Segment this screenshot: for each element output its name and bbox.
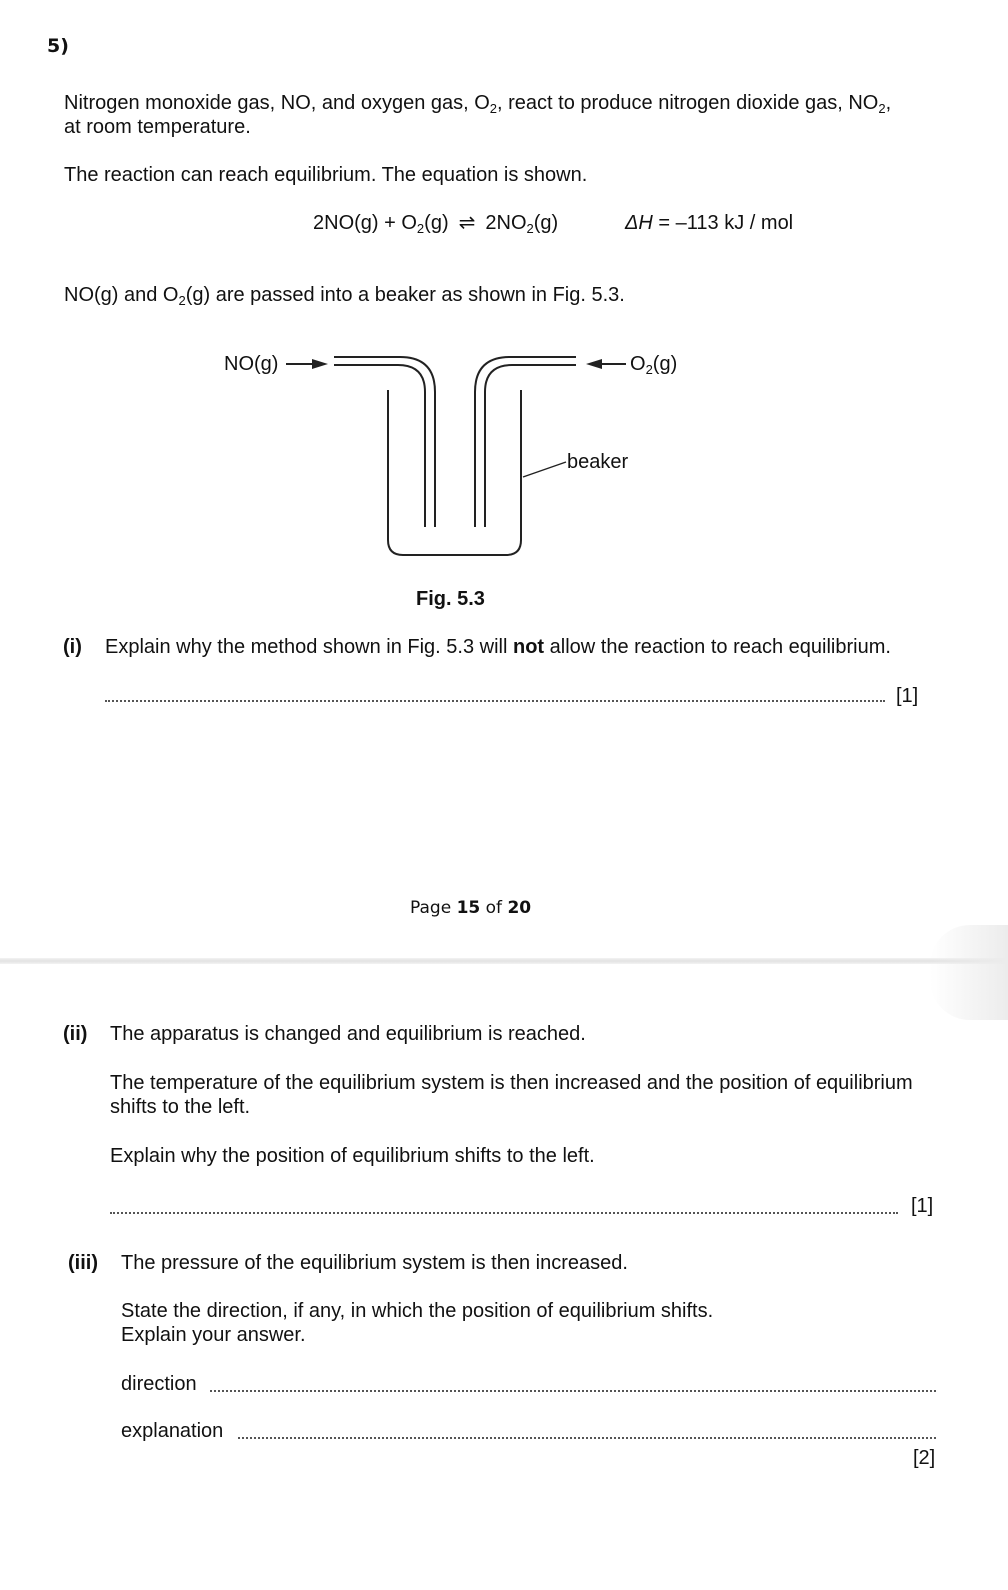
right-tube: [475, 357, 576, 527]
label-beaker: beaker: [567, 451, 629, 473]
intro-line-1: Nitrogen monoxide gas, NO, and oxygen gas, $O_2$, react to produce nitrogen dioxide gas, $NO_2$,: [64, 92, 892, 116]
part-i-question: Explain why the method shown in Fig. 5.3 will not allow the reaction to reach equilibrium.: [105, 636, 891, 658]
part-i-marks: [1]: [896, 685, 919, 707]
figure-caption: Fig. 5.3: [416, 588, 485, 610]
part-iii-marks: [2]: [913, 1447, 936, 1469]
beaker-outline: [388, 390, 521, 555]
label-no-gas: NO(g): [224, 353, 279, 375]
part-iii-line-1: The pressure of the equilibrium system is then increased.: [121, 1252, 628, 1274]
left-tube: [334, 357, 435, 527]
part-i-answer-line[interactable]: [105, 700, 885, 702]
part-ii-line-1: The apparatus is changed and equilibrium is reached.: [110, 1023, 586, 1045]
part-ii-answer-line[interactable]: [110, 1212, 898, 1214]
intro-line-2: at room temperature.: [64, 116, 251, 138]
part-ii-label: (ii): [63, 1023, 88, 1045]
beaker-sentence: NO(g) and $O_2(g)$ are passed into a beaker as shown in Fig. 5.3.: [64, 284, 625, 308]
scroll-shadow: [930, 925, 1008, 1020]
part-iii-line-3: Explain your answer.: [121, 1324, 306, 1346]
direction-answer-line[interactable]: [210, 1390, 936, 1392]
part-ii-line-3: shifts to the left.: [110, 1096, 251, 1118]
part-i-label: (i): [63, 636, 82, 658]
arrow-right-icon: [312, 359, 328, 369]
label-oxygen-gas: $O_2(g)$: [630, 353, 678, 377]
equilibrium-arrow-icon: ⇌: [458, 212, 476, 234]
arrow-left-icon: [586, 359, 602, 369]
part-ii-marks: [1]: [911, 1195, 934, 1217]
explanation-label: explanation: [121, 1420, 224, 1442]
question-number: 5): [47, 35, 69, 57]
part-iii-label: (iii): [68, 1252, 98, 1274]
page-separator: [0, 958, 1008, 964]
explanation-answer-line[interactable]: [238, 1437, 936, 1439]
page-footer: Page 15 of 20: [410, 898, 532, 918]
part-ii-line-4: Explain why the position of equilibrium shifts to the left.: [110, 1145, 595, 1167]
part-iii-line-2: State the direction, if any, in which the position of equilibrium shifts.: [121, 1300, 714, 1322]
direction-label: direction: [121, 1373, 197, 1395]
apparatus-diagram: [0, 340, 1008, 580]
enthalpy-change: ΔH = –113 kJ / mol: [625, 212, 794, 234]
equilibrium-sentence: The reaction can reach equilibrium. The equation is shown.: [64, 164, 588, 186]
part-ii-line-2: The temperature of the equilibrium system is then increased and the position of equilibrium: [110, 1072, 913, 1094]
reaction-equation: $2NO(g) + O_2(g)$ ⇌ $2NO_2(g)$: [313, 212, 559, 236]
